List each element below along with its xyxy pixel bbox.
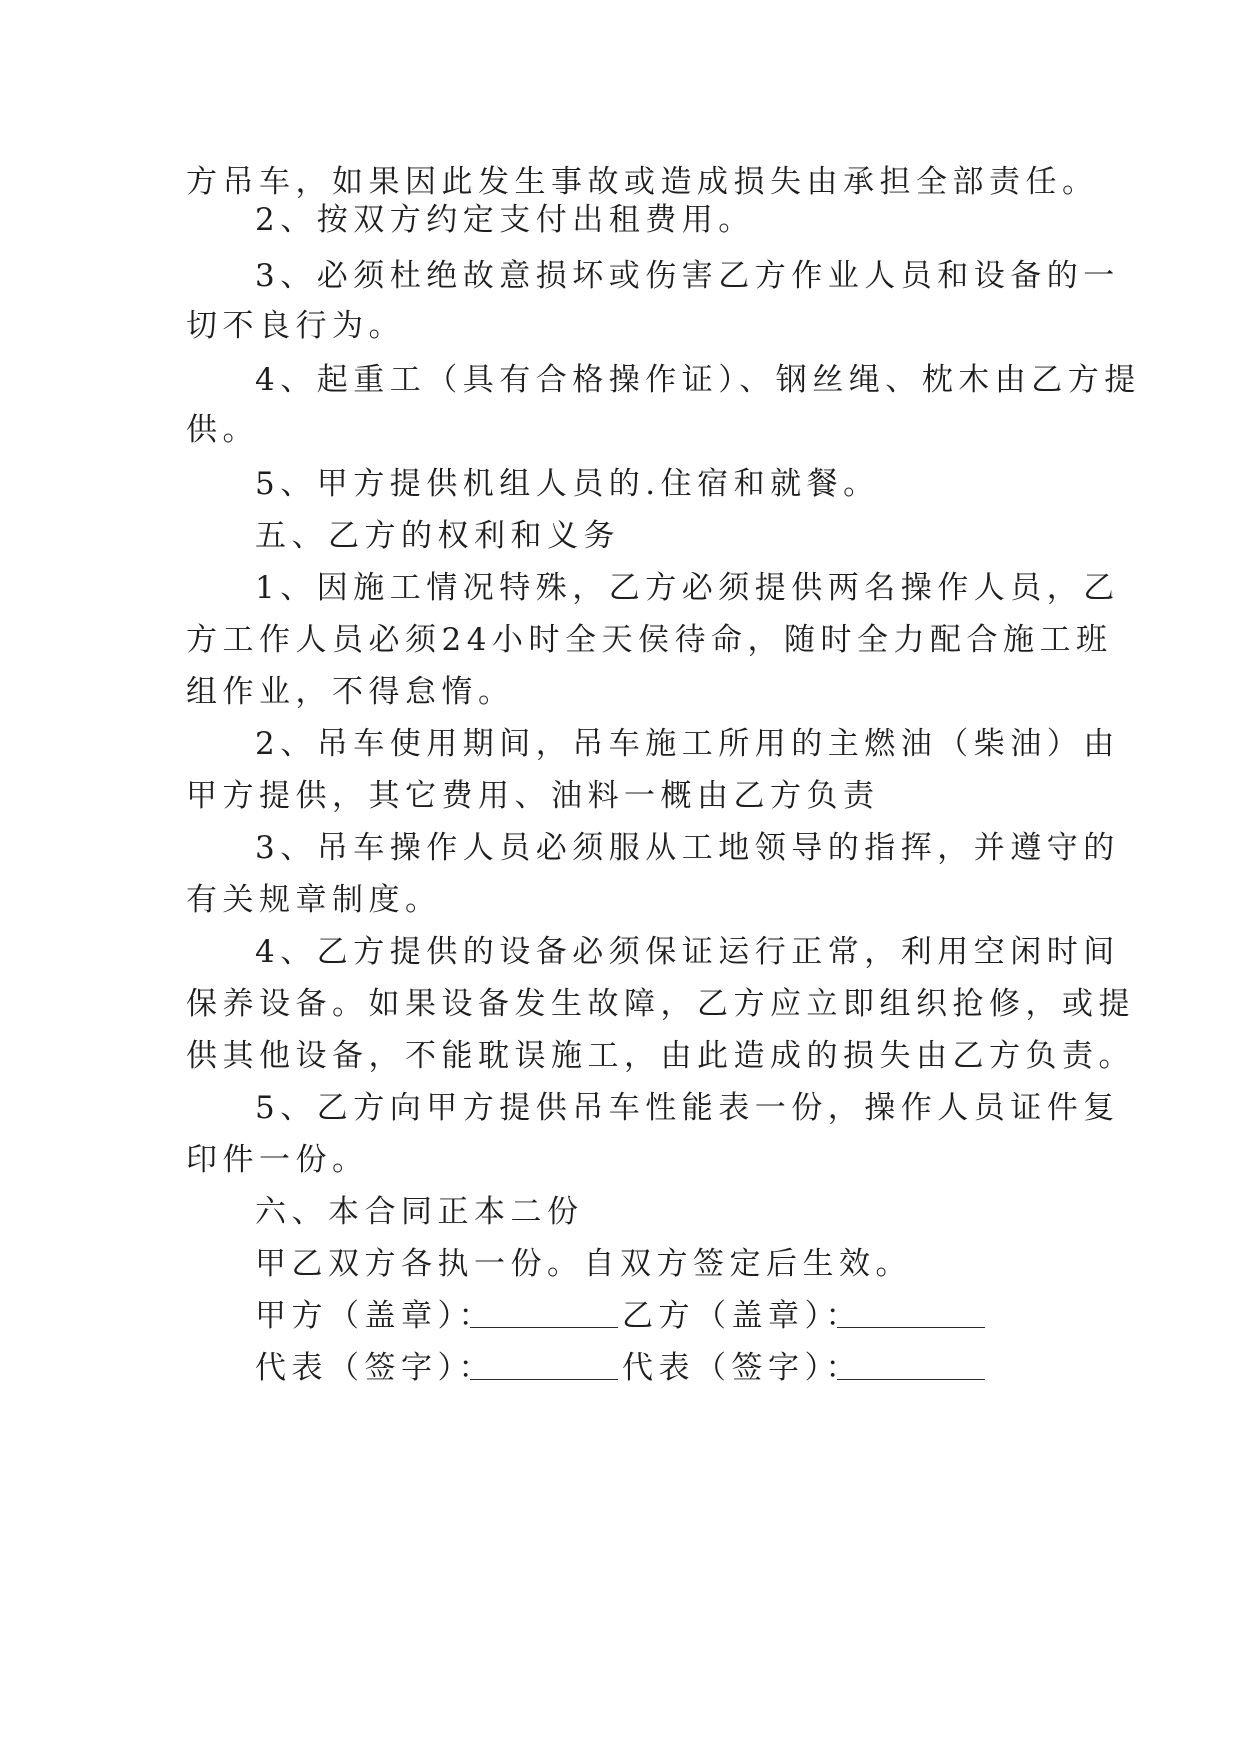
paragraph-line: 方工作人员必须24小时全天侯待命，随时全力配合施工班 (186, 622, 1113, 658)
representative-b-sign-blank[interactable] (837, 1378, 985, 1380)
paragraph-line: 甲乙双方各执一份。自双方签定后生效。 (255, 1246, 912, 1282)
representative-b-sign-label: 代表（签字）： (622, 1350, 862, 1386)
paragraph-line: 2、吊车使用期间，吊车施工所用的主燃油（柴油）由 (255, 726, 1120, 762)
paragraph-line: 切不良行为。 (186, 308, 405, 344)
paragraph-line: 有关规章制度。 (186, 882, 442, 918)
paragraph-line: 4、起重工（具有合格操作证）、钢丝绳、枕木由乙方提 (255, 362, 1141, 398)
section-heading: 六、本合同正本二份 (255, 1194, 584, 1230)
paragraph-line: 方吊车，如果因此发生事故或造成损失由承担全部责任。 (186, 164, 1099, 200)
party-b-seal-blank[interactable] (837, 1326, 985, 1328)
paragraph-line: 3、必须杜绝故意损坏或伤害乙方作业人员和设备的一 (255, 258, 1120, 294)
paragraph-line: 4、乙方提供的设备必须保证运行正常，利用空闲时间 (255, 934, 1120, 970)
representative-a-sign-blank[interactable] (470, 1378, 618, 1380)
party-a-seal-blank[interactable] (470, 1326, 618, 1328)
paragraph-line: 1、因施工情况特殊，乙方必须提供两名操作人员，乙 (255, 570, 1120, 606)
paragraph-line: 3、吊车操作人员必须服从工地领导的指挥，并遵守的 (255, 830, 1120, 866)
representative-a-sign-label: 代表（签字）： (255, 1350, 495, 1386)
paragraph-line: 供其他设备，不能耽误施工，由此造成的损失由乙方负责。 (186, 1038, 1135, 1074)
paragraph-line: 组作业，不得怠惰。 (186, 674, 515, 710)
section-heading: 五、乙方的权利和义务 (255, 518, 620, 554)
party-b-seal-label: 乙方（盖章）： (622, 1298, 862, 1334)
paragraph-line: 2、按双方约定支付出租费用。 (255, 202, 755, 238)
paragraph-line: 印件一份。 (186, 1142, 369, 1178)
paragraph-line: 5、乙方向甲方提供吊车性能表一份，操作人员证件复 (255, 1090, 1120, 1126)
paragraph-line: 保养设备。如果设备发生故障，乙方应立即组织抢修，或提 (186, 986, 1135, 1022)
paragraph-line: 5、甲方提供机组人员的.住宿和就餐。 (255, 466, 880, 502)
paragraph-line: 供。 (186, 412, 259, 448)
paragraph-line: 甲方提供，其它费用、油料一概由乙方负责 (186, 778, 880, 814)
party-a-seal-label: 甲方（盖章）： (255, 1298, 495, 1334)
